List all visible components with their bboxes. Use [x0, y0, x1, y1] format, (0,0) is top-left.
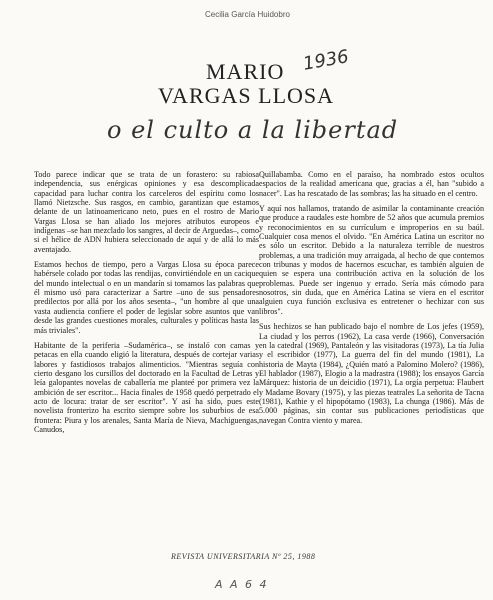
- right-paragraph-3: Sus hechizos se han publicado bajo el nombre de Los jefes (1959), La ciudad y los perros (1962), La casa verde (1966), Conversación en la catedral (1969), Pantaleón y las visitadoras (1973), La tía Julia y el escribidor (1977), La guerra del fin del mundo (1981), La historia de Mayta (1984), ¿Quién mató a Palomino Molero? (1986), El hablador (1987), Elogio a la madrastra (1988); los ensayos García Márquez: historia de un deicidio (1971), La orgía perpetua: Flaubert y Madame Bovary (1975), y las piezas teatrales La señorita de Tacna (1981), Kathie y el hipopótamo (1983), La chunga (1986). Más de 5.000 páginas, sin contar sus publicaciones periodísticas que navegan Contra viento y marea.: [259, 322, 484, 425]
- author-name: Cecilia García Huidobro: [205, 10, 290, 19]
- handwritten-year: 1936: [301, 46, 351, 75]
- publication-footer: REVISTA UNIVERSITARIA Nº 25, 1988: [171, 552, 316, 561]
- title-line-1: MARIO: [206, 59, 285, 84]
- left-paragraph-1: Todo parece indicar que se trata de un forastero: su rabiosa independencia, sus enérgicas opiniones y esa descomplicada capacidad para luchar contra los carceleros del espíritu como los llamó Nietzsche. Sus rasgos, en cambio, garantizan que estamos delante de un latinoamericano neto, pues en el rostro de Mario Vargas Llosa se han aliado los mejores atributos europeos e indígenas –se han mezclado los sangres, al decir de Arguedas–, como si el hélice de ADN hubiera seleccionado de aquí y de allá lo más aventajado.: [34, 170, 259, 254]
- right-column: [259, 170, 484, 431]
- left-column: [34, 170, 259, 440]
- right-paragraph-2: Y aquí nos hallamos, tratando de asimilar la contaminante creación que produce a raudales este hombre de 52 años que acumula premios y reconocimientos en su currículum e improperios en su baúl. Cualquier cosa menos el olvido. "En América Latina un escritor no es sólo un escritor. Debido a la naturaleza terrible de nuestros problemas, a una tradición muy arraigada, al hecho de que contemos con tribunas y modos de hacernos escuchar, es también alguien de quien se espera una contribución activa en la solución de los problemas. Puede ser ingenuo y errado. Sería más cómodo para nosotros, sin duda, que en América Latina se viera en el escritor alguien cuya función exclusiva es entretener o hechizar con sus libros".: [259, 204, 484, 316]
- archive-stamp: A A 6 4: [215, 578, 269, 591]
- left-paragraph-2: Estamos hechos de tiempo, pero a Vargas Llosa su época parece habérsele colado por todas las rendijas, convirtiéndole en un cacique del mundo intelectual o en un mandarín si tomamos las palabras que él mismo usó para caracterizar a Sartre –uno de sus pensadores predilectos por allá por los años sesenta–, "un hombre al que una vasta audiencia confiere el poder de legislar sobre asuntos que van desde las grandes cuestiones morales, culturales y políticas hasta las más triviales".: [34, 260, 259, 335]
- right-paragraph-1: Quillabamba. Como en el paraíso, ha nombrado estos ocultos espacios de la realidad americana que, gracias a él, han "subido a nacer". Las ha rescatado de las sombras; las ha situado en el centro.: [259, 170, 484, 198]
- handwritten-subtitle: o el culto a la libertad: [107, 116, 399, 144]
- left-paragraph-3: Habitante de la periferia –Sudamérica–, se instaló con camas y petacas en ella cuando eligió la literatura, después de cortejar varias labores y fastidiosos trabajos alimenticios. "Mientras seguía con cierto desgano los cursillos del doctorado en la Facultad de Letras y leía galopantes novelas de caballería me planteé por primera vez la ambición de ser escritor... Hacia finales de 1958 quedó perpetrado el acto de locura: tratar de ser escritor". Y así ha sido, pues este novelista fronterizo ha escrito siempre sobre los suburbios de esa frontera: Piura y los arenales, Santa María de Nieva, Machiguengas, Canudos,: [34, 340, 259, 434]
- title-line-2: VARGAS LLOSA: [158, 83, 335, 108]
